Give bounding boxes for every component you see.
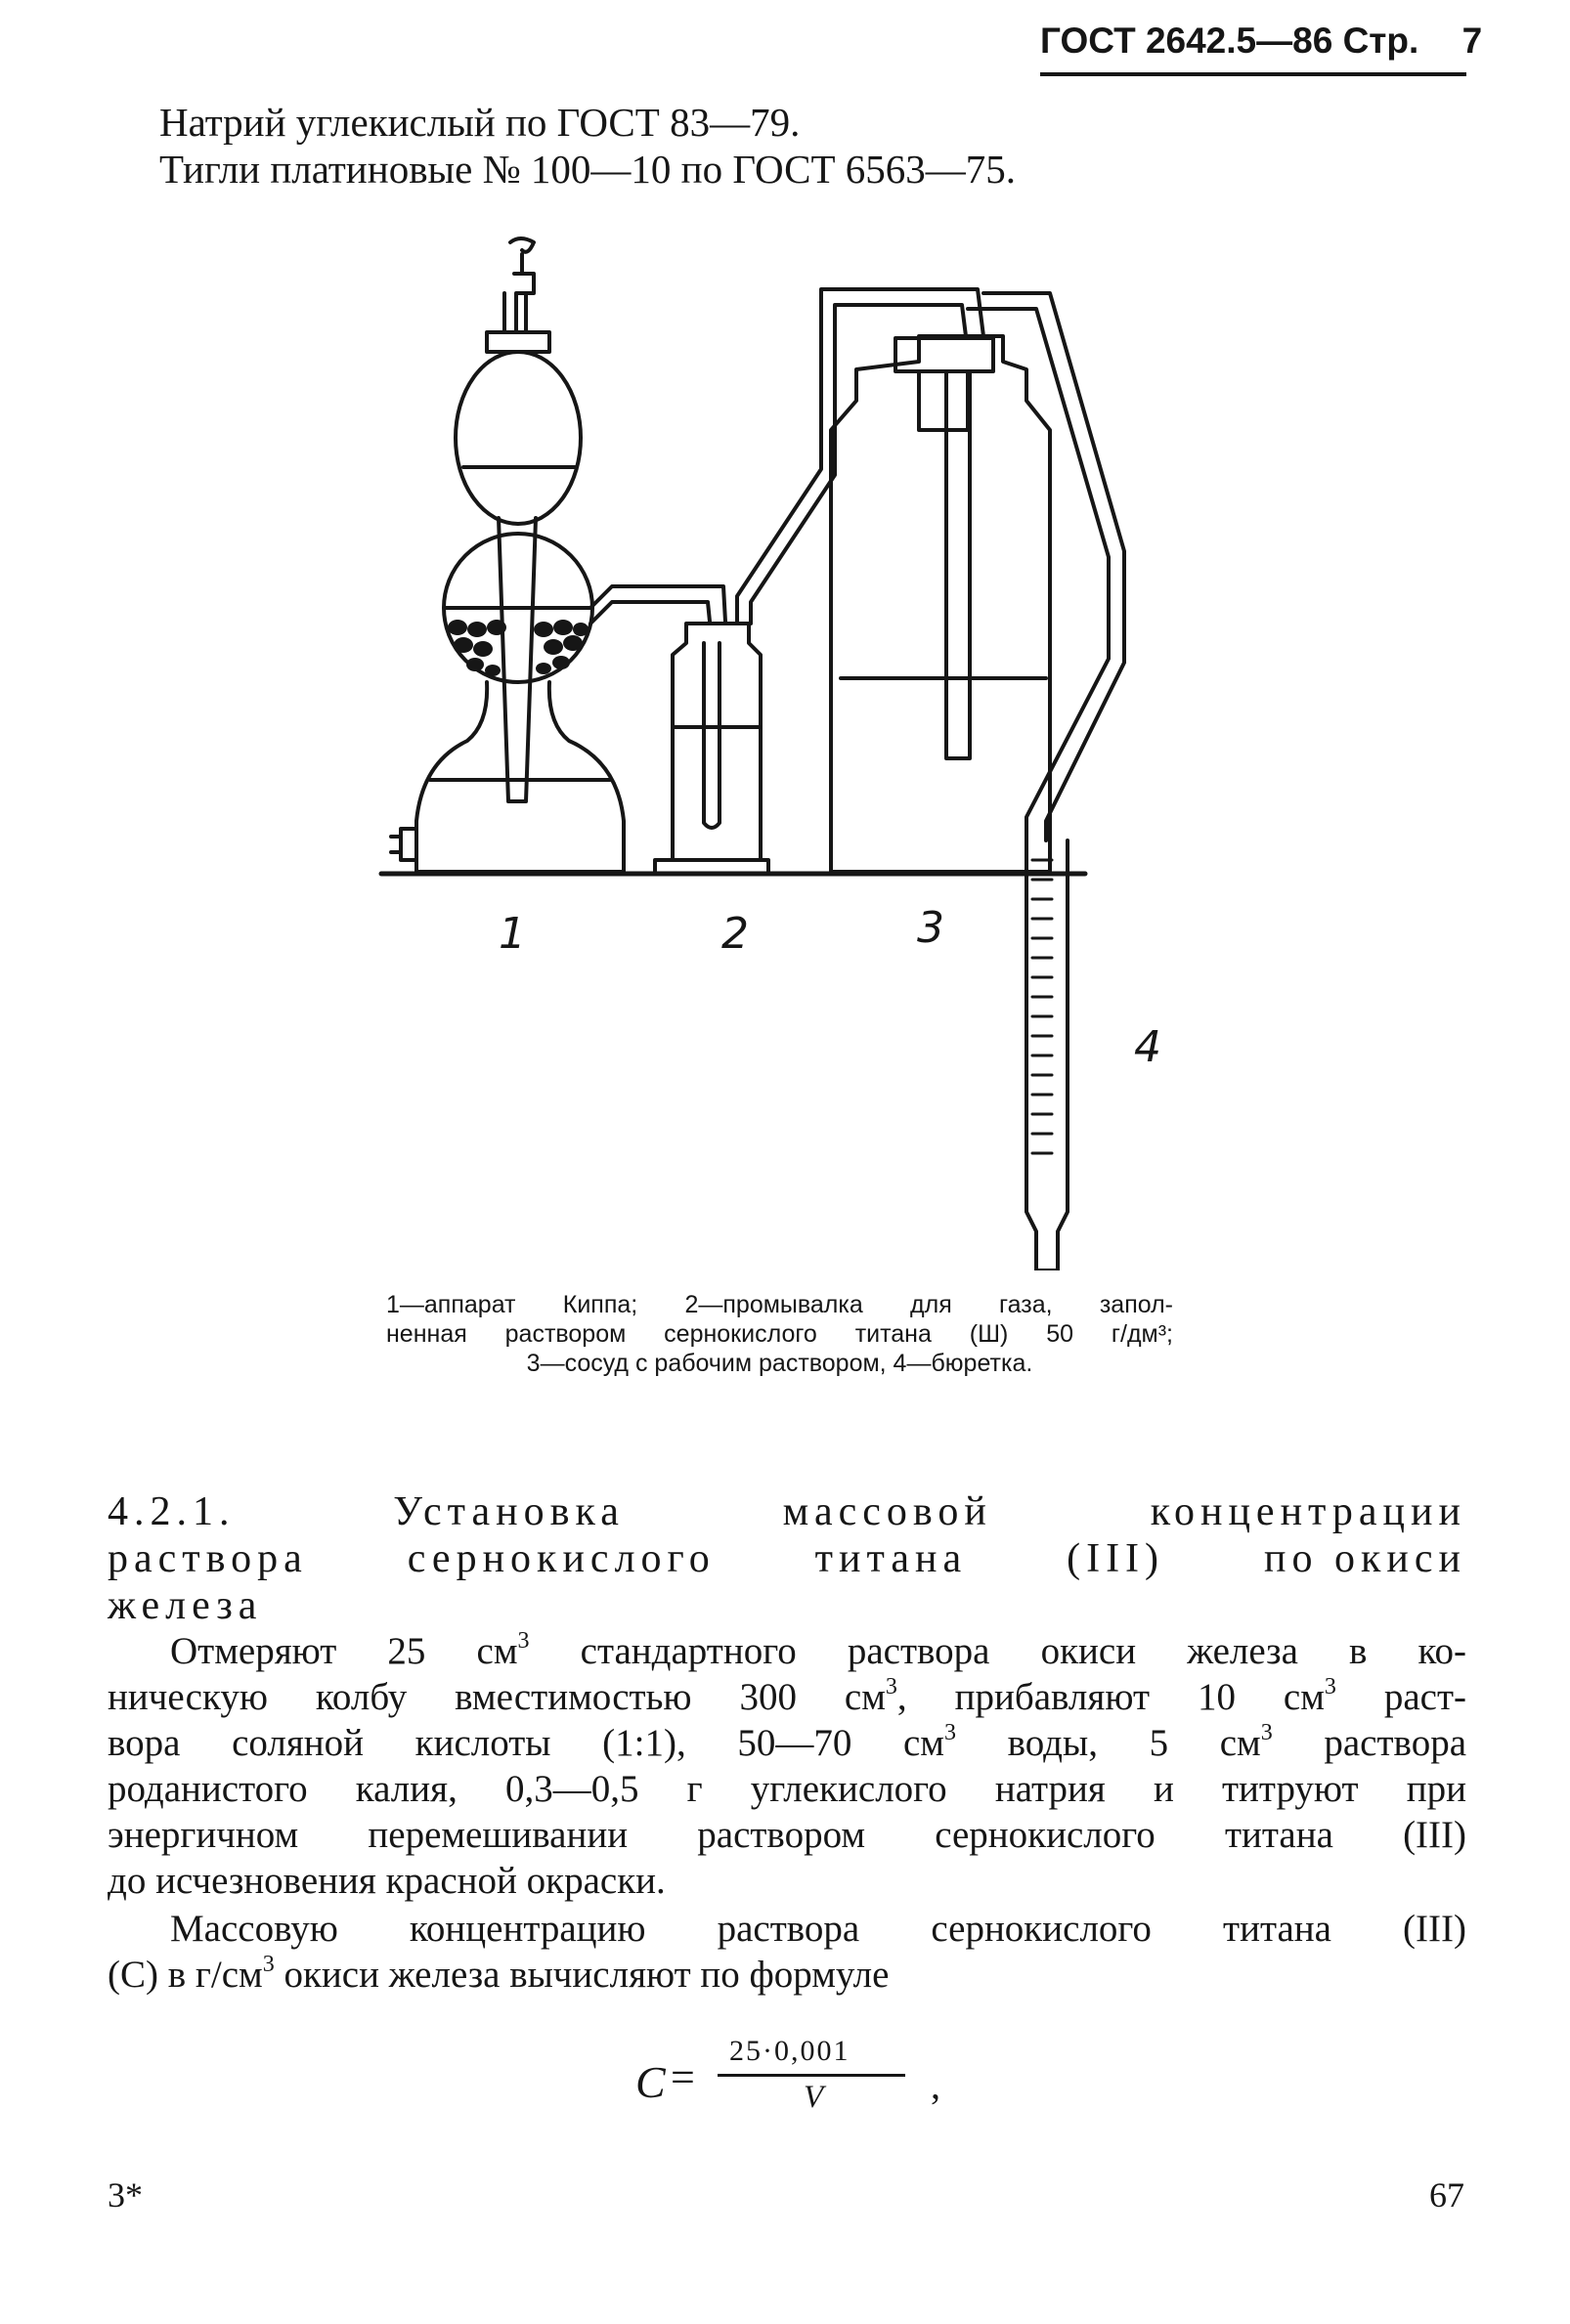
burette-feed-tube <box>968 293 1124 840</box>
figure-caption <box>386 1290 1173 1378</box>
formula-variable: C <box>635 2057 666 2107</box>
kipp-bottom-bulb <box>416 682 624 872</box>
para1-line-2: ническую колбу вместимостью 300 $см^3$, прибавляют 10 $см^3$ раст- <box>108 1674 1466 1718</box>
caption-line-2: ненная раствором сернокислого титана (Ш) 50 г/дм³; <box>386 1320 1173 1348</box>
para1-line-6: до исчезновения красной окраски. <box>108 1860 666 1902</box>
outlet-tube <box>590 586 725 624</box>
formula-equals: = <box>671 2053 695 2101</box>
formula-denominator: V <box>804 2080 824 2115</box>
intro-line-1: Натрий углекислый по ГОСТ 83—79. <box>159 100 801 145</box>
section-title-line-1 <box>108 1488 1466 1535</box>
para2-line-2: (C) в $г/см^3$ окиси железа вычисляют по формуле <box>108 1952 890 1996</box>
kipp-top-neck <box>487 332 549 352</box>
running-header <box>1040 10 1483 72</box>
working-solution-vessel <box>831 336 1050 872</box>
burette-graduations <box>1032 860 1052 1153</box>
formula-numerator: 25·0,001 <box>729 2035 850 2067</box>
label-3: 3 <box>917 903 944 953</box>
para1-line-4: роданистого калия, 0,3—0,5 г углекислого натрия и титруют при <box>108 1768 1466 1810</box>
section-title-line-3: железа <box>108 1583 263 1628</box>
section-number: 4.2.1. <box>108 1489 236 1534</box>
header-rule <box>1040 72 1466 76</box>
kipp-pellets <box>448 620 589 676</box>
header-page-label: Стр. <box>1342 21 1419 61</box>
intro-line-2: Тигли платиновые № 100—10 по ГОСТ 6563—75. <box>159 147 1017 192</box>
title-word: массовой <box>782 1489 992 1534</box>
header-page-number: 7 <box>1461 21 1483 61</box>
section-title-line-2 <box>108 1535 1466 1582</box>
kipp-top-tube <box>504 238 534 332</box>
label-1: 1 <box>499 909 526 959</box>
title-word: по окиси <box>1263 1536 1466 1581</box>
apparatus-figure <box>362 235 1222 1270</box>
title-word: (III) <box>1067 1536 1165 1581</box>
title-word: сернокислого <box>407 1536 716 1581</box>
footer-signature-mark: 3* <box>108 2175 143 2215</box>
header-standard: ГОСТ 2642.5—86 <box>1040 21 1333 61</box>
kipp-funnel-tube <box>499 518 536 801</box>
title-word: Установка <box>393 1489 625 1534</box>
formula-fraction-bar <box>718 2074 905 2077</box>
formula-comma: , <box>931 2063 940 2107</box>
label-4: 4 <box>1134 1022 1161 1072</box>
paragraph-formula-intro <box>108 1906 1466 1998</box>
kipp-top-bulb <box>456 352 581 524</box>
para1-line-5: энергичном перемешивании раствором сернокислого титана (III) <box>108 1814 1466 1856</box>
para1-line-1: Отмеряют 25 $см^3$ стандартного раствора окиси железа в ко- <box>170 1628 1466 1672</box>
title-word: концентрации <box>1150 1489 1466 1534</box>
kipp-stopcock <box>391 829 416 860</box>
caption-line-1: 1—аппарат Киппа; 2—промывалка для газа, запол- <box>386 1291 1173 1318</box>
title-word: титана <box>814 1536 968 1581</box>
label-2: 2 <box>721 909 749 959</box>
footer-page-number: 67 <box>1429 2175 1464 2215</box>
para1-line-3: вора соляной кислоты (1:1), 50—70 $см^3$ воды, 5 $см^3$ раствора <box>108 1720 1466 1764</box>
title-word: раствора <box>108 1536 308 1581</box>
para2-line-1: Массовую концентрацию раствора сернокислого титана (III) <box>170 1908 1466 1950</box>
concentration-formula <box>635 2035 958 2132</box>
paragraph-procedure <box>108 1628 1466 1904</box>
caption-line-3: 3—сосуд с рабочим раствором, 4—бюретка. <box>526 1350 1033 1377</box>
